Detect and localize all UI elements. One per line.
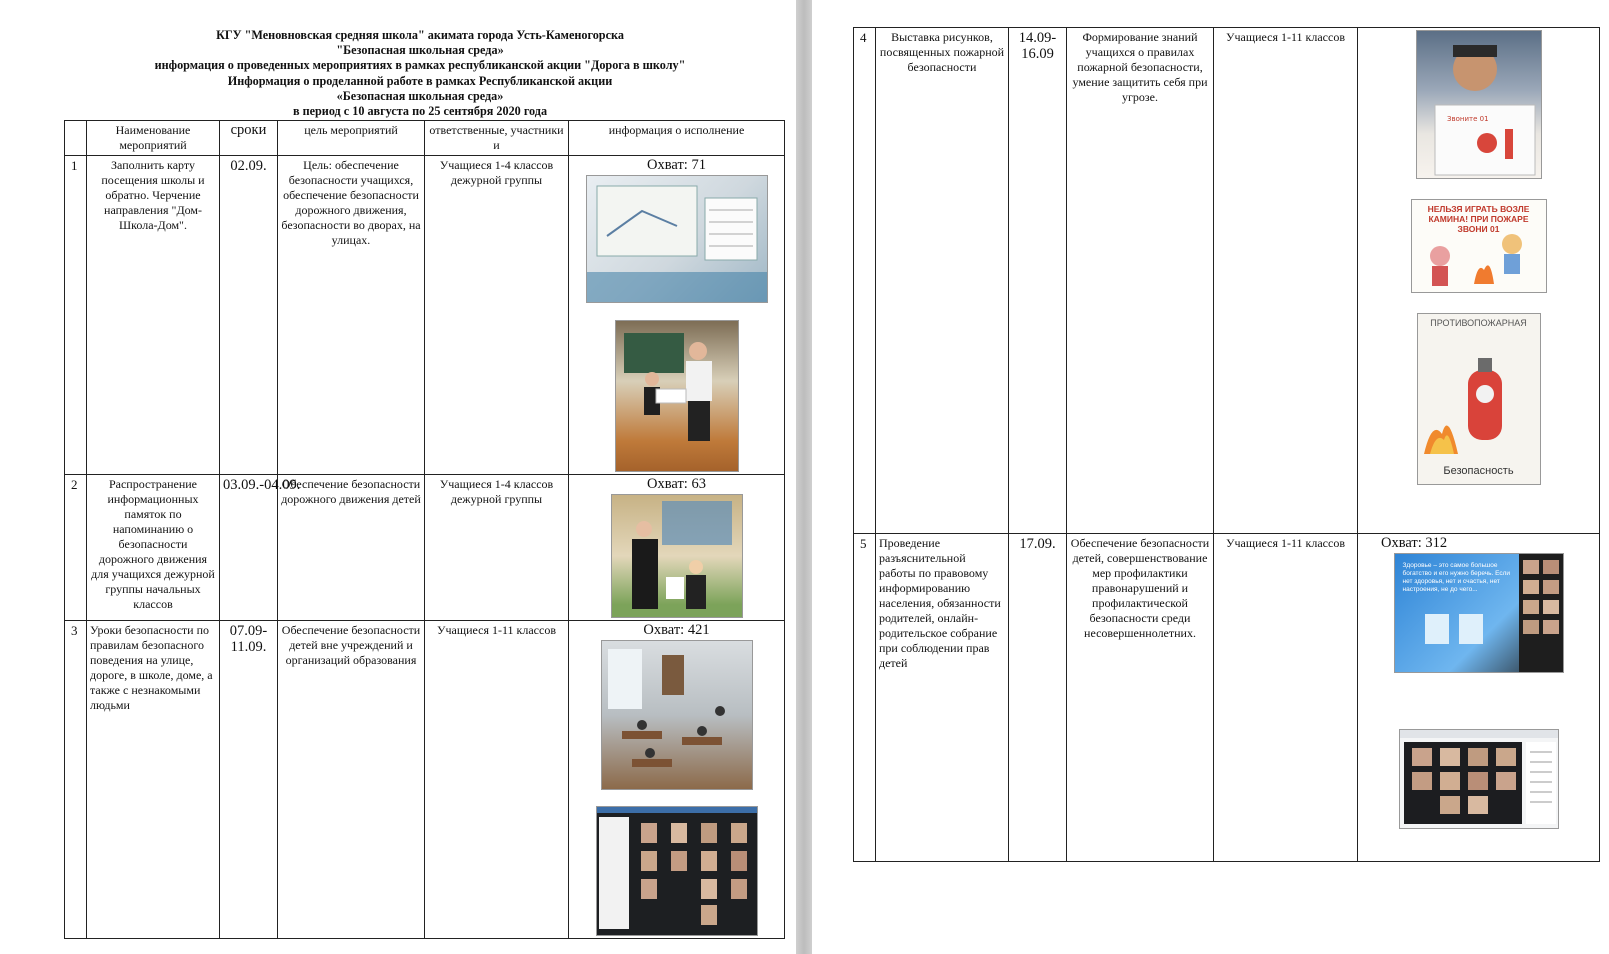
table-row — [854, 28, 1600, 534]
event-responsible: Учащиеся 1-11 классов — [1214, 28, 1358, 534]
table-row — [854, 534, 1600, 862]
header-line-2: "Безопасная школьная среда» — [336, 43, 504, 58]
drawing-warning-text: НЕЛЬЗЯ ИГРАТЬ ВОЗЛЕ КАМИНА! ПРИ ПОЖАРЕ ЗВОНИ 01 — [1427, 204, 1530, 234]
video-call-icon — [597, 807, 757, 935]
event-name: Заполнить карту посещения школы и обратно. Черчение направления "Дом-Школа-Дом". — [87, 156, 220, 475]
column-header-dates: сроки — [220, 121, 278, 156]
column-header-info: информация о исполнение — [569, 121, 785, 156]
event-name: Выставка рисунков, посвященных пожарной безопасности — [876, 28, 1009, 534]
coverage-label: Охват: 312 — [1381, 535, 1448, 551]
event-info — [1358, 534, 1600, 862]
video-conference-icon — [1400, 730, 1558, 828]
event-name: Проведение разъяснительной работы по правовому информированию населения, обязанности родителей, онлайн-родительское собрание при соблюдении прав детей — [876, 534, 1009, 862]
drawing-fireplace-warning — [1411, 199, 1547, 293]
event-info — [569, 621, 785, 939]
event-goal: Обеспечение безопасности дорожного движения детей — [278, 475, 425, 621]
header-line-4: Информация о проделанной работе в рамках Республиканской акции — [227, 73, 613, 88]
drawing-bottom-text: Безопасность — [1443, 465, 1514, 477]
event-goal: Цель: обеспечение безопасности учащихся, обеспечение безопасности дорожного движения, безопасности во дворах, на улицах. — [278, 156, 425, 475]
photo-online-parents-meeting — [1399, 729, 1559, 829]
header-line-6: в период с 10 августа по 25 сентября 2020 года — [292, 104, 548, 119]
photo-teacher-student — [615, 320, 739, 472]
event-dates: 14.09-16.09 — [1009, 28, 1067, 534]
event-responsible: Учащиеся 1-11 классов — [425, 621, 569, 939]
header-num-cell — [65, 121, 87, 156]
photo-route-map — [586, 175, 768, 303]
table-row — [65, 475, 785, 621]
extinguisher-icon — [1418, 314, 1540, 484]
table-header-row — [65, 121, 785, 156]
event-responsible: Учащиеся 1-11 классов — [1214, 534, 1358, 862]
row-number: 2 — [65, 475, 87, 621]
photo-child-with-drawing — [1416, 30, 1542, 179]
event-dates: 17.09. — [1009, 534, 1067, 862]
coverage-label: Охват: 71 — [647, 157, 706, 173]
map-drawing-icon — [587, 176, 767, 302]
header-line-1: КГУ "Меновновская средняя школа" акимата города Усть-Каменогорска — [216, 28, 624, 42]
people-photo-icon — [616, 321, 738, 471]
event-goal: Обеспечение безопасности детей вне учреждений и организаций образования — [278, 621, 425, 939]
header-line-5: «Безопасная школьная среда» — [336, 88, 504, 103]
column-header-responsible: ответственные, участники и — [425, 121, 569, 156]
event-responsible: Учащиеся 1-4 классов дежурной группы — [425, 475, 569, 621]
drawing-top-text: ПРОТИВОПОЖАРНАЯ — [1430, 318, 1527, 328]
header-line-3: информация о проведенных мероприятиях в рамках республиканской акции "Дорога в школу" — [154, 58, 686, 73]
event-dates: 02.09. — [220, 156, 278, 475]
event-name: Распространение информационных памяток по напоминанию о безопасности дорожного движения для учащихся дежурной группы начальных классов — [87, 475, 220, 621]
event-info — [569, 156, 785, 475]
event-name: Уроки безопасности по правилам безопасного поведения на улице, дороге, в школе, доме, а также с незнакомыми людьми — [87, 621, 220, 939]
coverage-label: Охват: 421 — [643, 622, 710, 638]
row-number: 3 — [65, 621, 87, 939]
photo-online-meeting — [596, 806, 758, 936]
photo-classroom-lesson — [601, 640, 753, 790]
slide-thumbnails-icon — [1395, 554, 1563, 672]
event-dates: 07.09-11.09. — [220, 621, 278, 939]
child-photo-icon — [1417, 31, 1541, 178]
fire-drawing-icon — [1412, 200, 1546, 292]
event-goal: Формирование знаний учащихся о правилах пожарной безопасности, умение защитить себя при угрозе. — [1067, 28, 1214, 534]
drawing-extinguisher — [1417, 313, 1541, 485]
document-page-right — [812, 0, 1609, 954]
events-table — [64, 120, 785, 939]
document-page-left — [0, 0, 796, 954]
event-goal: Обеспечение безопасности детей, совершенствование мер профилактики правонарушений и профилактической безопасности среди несовершеннолетних. — [1067, 534, 1214, 862]
row-number: 1 — [65, 156, 87, 475]
page-gutter — [796, 0, 812, 954]
photo-memo-handout — [611, 494, 743, 618]
photo-presentation-slide — [1394, 553, 1564, 673]
event-responsible: Учащиеся 1-4 классов дежурной группы — [425, 156, 569, 475]
event-dates: 03.09.-04.09. — [220, 475, 278, 621]
events-table-continued — [853, 27, 1600, 862]
classroom-photo-icon — [612, 495, 742, 617]
coverage-label: Охват: 63 — [647, 476, 706, 492]
event-info — [569, 475, 785, 621]
column-header-name: Наименование мероприятий — [87, 121, 220, 156]
row-number: 4 — [854, 28, 876, 534]
drawing-caption: Звоните 01 — [1446, 115, 1489, 123]
document-header — [60, 28, 780, 119]
event-info — [1358, 28, 1600, 534]
table-row — [65, 156, 785, 475]
table-row — [65, 621, 785, 939]
row-number: 5 — [854, 534, 876, 862]
column-header-goal: цель мероприятий — [278, 121, 425, 156]
slide-text: Здоровье – это самое большое богатство и его нужно беречь. Если нет здоровья, нет и счастья, нет настроения, не до чего... — [1402, 562, 1511, 593]
classroom-lesson-icon — [602, 641, 752, 789]
